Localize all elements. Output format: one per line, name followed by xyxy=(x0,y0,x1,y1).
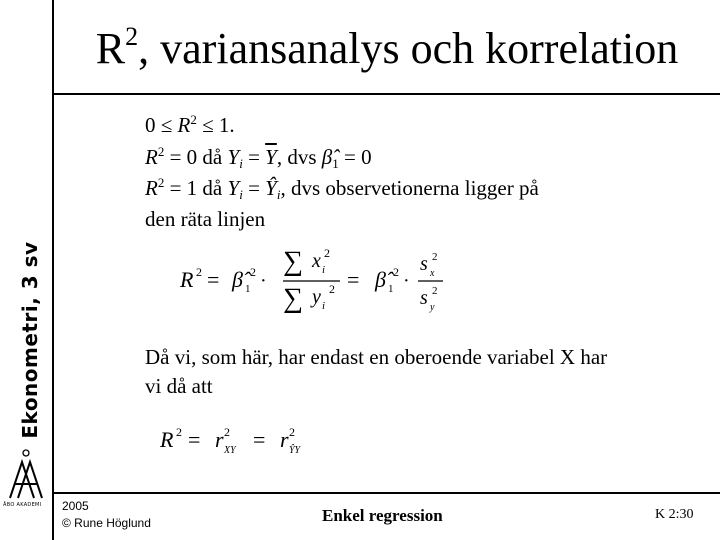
logo-text: ÅBO AKADEMI xyxy=(3,502,42,508)
footer-author: © Rune Höglund xyxy=(62,516,151,530)
svg-text:y: y xyxy=(312,286,321,308)
svg-text:2: 2 xyxy=(432,251,438,263)
svg-text:β̂: β̂ xyxy=(232,267,243,292)
text-line-4: den räta linjen xyxy=(145,207,266,231)
svg-text:y: y xyxy=(430,302,435,313)
svg-text:2: 2 xyxy=(432,285,438,297)
paragraph-2-line-2: vi då att xyxy=(145,374,213,398)
svg-text:=: = xyxy=(347,267,360,292)
sidebar-title: Ekonometri, 3 sv xyxy=(18,241,42,439)
footer-page-number: K 2:30 xyxy=(655,507,694,522)
r-squared-formula xyxy=(175,240,455,320)
slide-title-area xyxy=(54,22,720,92)
slide-title: $R^2$, variansanalys och korrelation xyxy=(95,22,679,73)
svg-text:=: = xyxy=(253,427,266,452)
svg-text:2: 2 xyxy=(250,265,256,279)
svg-text:2: 2 xyxy=(176,425,182,439)
svg-text:2: 2 xyxy=(324,246,330,260)
svg-text:∑: ∑ xyxy=(283,246,303,277)
svg-text:2: 2 xyxy=(196,265,202,279)
svg-text:XY: XY xyxy=(224,445,236,456)
sidebar xyxy=(0,0,52,540)
footer-center-title: Enkel regression xyxy=(322,506,443,525)
svg-text:∑: ∑ xyxy=(283,283,303,314)
svg-text:R: R xyxy=(160,427,174,452)
svg-text:r: r xyxy=(280,427,289,452)
svg-text:2: 2 xyxy=(329,282,335,296)
svg-text:2: 2 xyxy=(224,425,230,439)
abo-akademi-logo-icon xyxy=(4,448,48,500)
title-divider xyxy=(54,93,720,95)
svg-text:=: = xyxy=(188,427,201,452)
svg-text:i: i xyxy=(322,264,326,276)
svg-text:x: x xyxy=(312,250,321,272)
footer-divider xyxy=(54,492,720,494)
footer-left xyxy=(62,498,151,532)
svg-text:=: = xyxy=(207,267,220,292)
text-line-1: $0 \le R^2 \le 1$. xyxy=(145,112,235,137)
svg-text:i: i xyxy=(322,300,326,312)
svg-text:R: R xyxy=(180,267,194,292)
svg-text:s: s xyxy=(420,287,428,309)
paragraph-2-line-1: Då vi, som här, har endast en oberoende variabel X har xyxy=(145,345,608,369)
svg-text:1: 1 xyxy=(388,283,394,295)
correlation-formula xyxy=(155,420,335,465)
footer-year: 2005 xyxy=(62,499,89,513)
svg-text:·: · xyxy=(403,270,410,292)
svg-text:ŶY: ŶY xyxy=(289,445,301,456)
svg-text:β̂: β̂ xyxy=(375,267,386,292)
text-line-3: $R^2 = 1$ då $Y_i$ = $Ŷ_i$, dvs observetionerna ligger på xyxy=(145,175,539,202)
text-line-2: $R^2 = 0$ då $Y_i = \overline{Y}$, dvs $\betâ_1 = 0$ xyxy=(145,144,372,171)
svg-text:r: r xyxy=(215,427,224,452)
svg-text:1: 1 xyxy=(245,283,251,295)
svg-text:2: 2 xyxy=(289,425,295,439)
svg-text:x: x xyxy=(430,268,435,279)
svg-text:·: · xyxy=(260,270,267,292)
svg-text:2: 2 xyxy=(393,265,399,279)
svg-text:s: s xyxy=(420,253,428,275)
